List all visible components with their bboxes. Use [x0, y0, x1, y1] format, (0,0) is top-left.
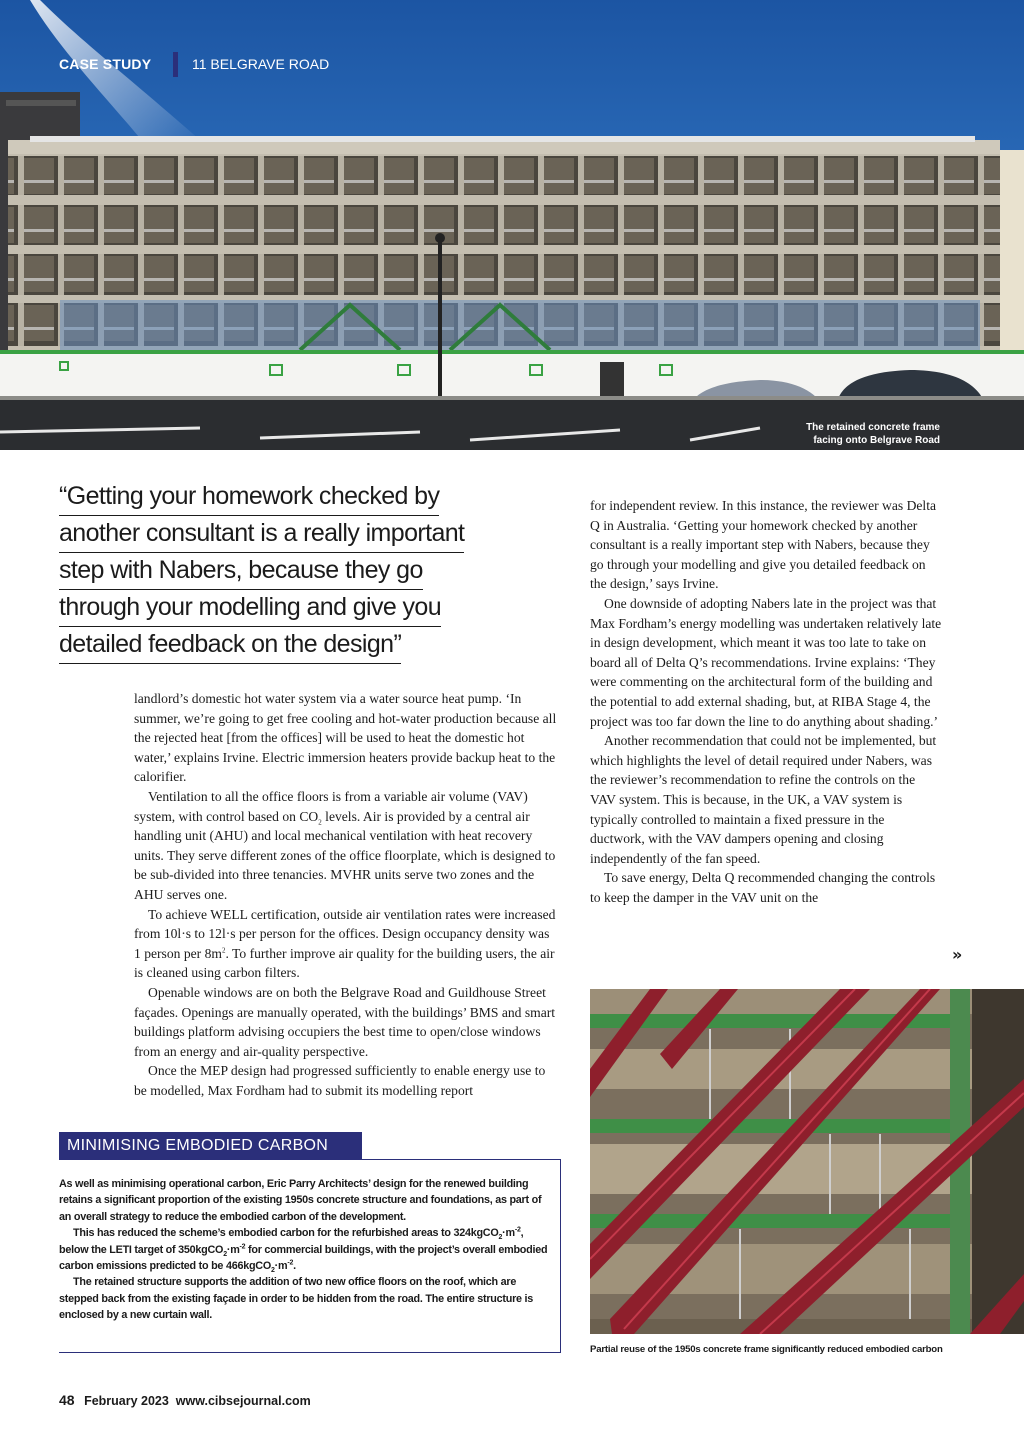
hero-photo-caption — [740, 421, 940, 447]
boxout-paragraph: This has reduced the scheme’s embodied carbon for the refurbished areas to $324kgCO_2\cdot m^{-2}$, below the LETI target of $350kgCO_2\cdot m^{-2}$ for commercial buildings, with the project’s overall embodied carbon emissions predicted to be $466kgCO_2\cdot m^{-2}$. — [59, 1226, 548, 1275]
hero-caption-line-1: The retained concrete frame — [806, 422, 940, 433]
pull-quote-line: step with Nabers, because they go — [59, 553, 423, 590]
body-paragraph: To achieve WELL certification, outside air ventilation rates were increased from 10l·s to 12l·s per person for the offices. Design occupancy density was 1 person per $8m^2$. To further improve air quality for the building users, the air is cleaned using carbon filters. — [134, 906, 556, 981]
body-paragraph: Another recommendation that could not be implemented, but which highlights the level of detail required under Nabers, was the reviewer’s recommendation to refine the controls on the VAV system. This is because, in the UK, a VAV system is typically controlled to maintain a fixed pressure in the ductwork, with the VAV dampers opening and closing independently of the fan speed. — [590, 733, 937, 866]
continue-arrow-icon: » — [952, 945, 963, 964]
building-facade-illustration — [0, 0, 1024, 450]
body-paragraph: One downside of adopting Nabers late in the project was that Max Fordham’s energy modelling was undertaken relatively late in design development, which meant it was too late to take on board all of Delta Q’s recommendations. Irvine explains: ‘They were commenting on the architectural form of the building and the potential to add external shading, but, at RIBA Stage 4, the project was too far down the line to do anything about shading.’ — [590, 595, 942, 729]
body-paragraph: Once the MEP design had progressed sufficiently to enable energy use to be modelled, Max Fordham had to submit its modelling report — [134, 1063, 546, 1098]
body-paragraph: Ventilation to all the office floors is from a variable air volume (VAV) system, with control based on $CO_2$ levels. Air is provided by a central air handling unit (AHU) and local mechanical ventilation with heat recovery units. They serve different zones of the office floorplate, which is designed to be sub-divided into three tenancies. MVHR units serve two zones and the AHU serves one. — [134, 788, 556, 902]
body-paragraph: Openable windows are on both the Belgrave Road and Guildhouse Street façades. Openings are manually operated, with the buildings’ BMS and smart buildings platform advising occupiers the best time to open/close windows from an energy and air-quality perspective. — [134, 984, 556, 1059]
body-column-right — [590, 496, 942, 907]
hero-photo — [0, 0, 1024, 450]
journal-url: www.cibsejournal.com — [175, 1394, 311, 1408]
page-footer — [59, 1392, 311, 1408]
steel-frame-photo — [590, 989, 1024, 1334]
page-number: 48 — [59, 1392, 75, 1408]
boxout-paragraph: As well as minimising operational carbon, Eric Parry Architects’ design for the renewed building retains a significant proportion of the existing 1950s concrete structure and foundations, as part of an overall strategy to reduce the embodied carbon of the development. — [59, 1178, 542, 1223]
section-title: 11 BELGRAVE ROAD — [192, 56, 330, 72]
issue-date: February 2023 — [84, 1394, 169, 1408]
boxout-paragraph: The retained structure supports the addition of two new office floors on the roof, which are stepped back from the existing façade in order to be hidden from the road. The entire structure is enclosed by a new curtain wall. — [59, 1276, 534, 1322]
pull-quote-line: detailed feedback on the design” — [59, 627, 401, 664]
steel-frame-photo-caption: Partial reuse of the 1950s concrete frame significantly reduced embodied carbon — [590, 1344, 943, 1355]
hero-caption-line-2: facing onto Belgrave Road — [813, 435, 940, 446]
body-paragraph: To save energy, Delta Q recommended changing the controls to keep the damper in the VAV unit on the — [590, 870, 936, 905]
section-divider-bar — [173, 52, 178, 77]
boxout-text — [59, 1176, 551, 1324]
body-paragraph: for independent review. In this instance, the reviewer was Delta Q in Australia. ‘Getting your homework checked by another consultant is a really important step with Nabers, because they go through your modelling and give you detailed feedback on the design,’ says Irvine. — [590, 498, 937, 592]
pull-quote-line: “Getting your homework checked by — [59, 479, 439, 516]
pull-quote-line: another consultant is a really important — [59, 516, 464, 553]
pull-quote — [59, 479, 509, 664]
pull-quote-line: through your modelling and give you — [59, 590, 441, 627]
steel-bracing-illustration — [590, 989, 1024, 1334]
boxout-heading: MINIMISING EMBODIED CARBON — [59, 1132, 362, 1159]
body-paragraph: landlord’s domestic hot water system via a water source heat pump. ‘In summer, we’re going to get free cooling and hot-water production because all the rejected heat [from the offices] will be used to heat the domestic hot water,’ explains Irvine. Electric immersion heaters provide backup heat to the calorifier. — [134, 691, 557, 785]
body-column-left — [134, 689, 559, 1100]
section-label: CASE STUDY — [59, 56, 152, 72]
